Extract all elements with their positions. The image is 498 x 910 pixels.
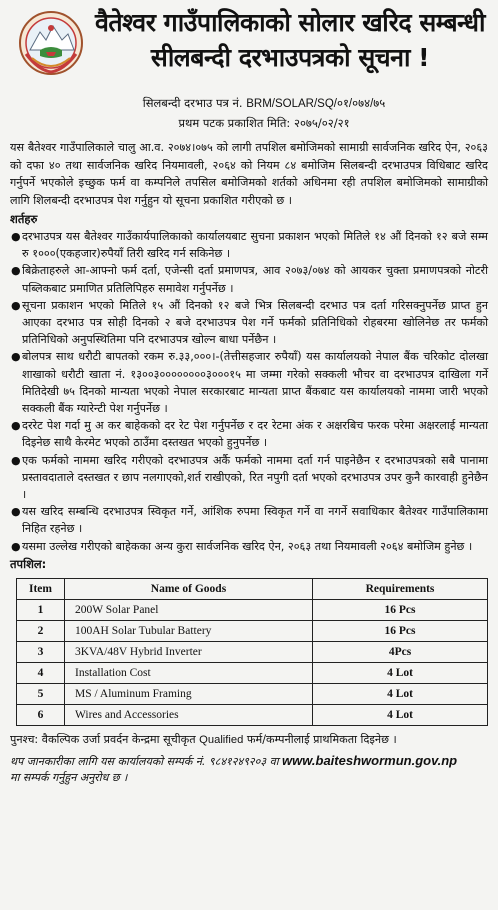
term-item: ● यस खरिद सम्बन्धि दरभाउपत्र स्विकृत गर्ने, आंशिक रुपमा स्विकृत गर्ने वा नगर्ने सवाधिकार बैतेश्वर गाउँपालिकामा निहित रहनेछ । xyxy=(11,505,488,536)
requirement: 16 Pcs xyxy=(313,620,488,641)
postscript-suffix: फर्म/कम्पनीलाई प्राथमिकता दिइनेछ । xyxy=(246,732,397,746)
bullet-icon: ● xyxy=(11,230,21,243)
published-date-line xyxy=(40,114,488,133)
requirement: 16 Pcs xyxy=(313,599,488,620)
column-header: Name of Goods xyxy=(65,578,313,599)
item-number: 6 xyxy=(17,704,65,725)
goods-name: 200W Solar Panel xyxy=(65,599,313,620)
title-line-1: वैतेश्वर गाउँपालिकाको सोलार खरिद सम्बन्धी xyxy=(95,8,485,37)
requirement: 4 Lot xyxy=(313,662,488,683)
contact-text-2: मा सम्पर्क गर्नुहुन अनुरोध छ । xyxy=(10,770,128,784)
title-line-2: सीलबन्दी दरभाउपत्रको सूचना ! xyxy=(150,43,430,72)
term-item: ● बोलपत्र साथ धरौटी बापतको रकम रु.३३,०००।-(तेत्तीसहजार रुपैयाँ) यस कार्यालयको नेपाल बैंक चरिकोट दोलखा शाखाको धरौटी खाता नं. १३००३००००००००३०००१५ मा जम्मा गरेको सक्कली भौचर वा दरभाउपत्र दाखिला गर्ने मितिदेखी ७५ दिनको मान्यता भएको नेपाल सरकारबाट मान्यता प्राप्त बैंकबाट यस कार्यालयको नाममा जारी भएको सक्कली बैंक ग्यारेन्टी पेश गर्नुपर्नेछ । xyxy=(11,350,488,416)
table-row xyxy=(17,704,488,725)
table-row xyxy=(17,599,488,620)
item-number: 2 xyxy=(17,620,65,641)
reference-label: सिलबन्दी दरभाउ पत्र नं. xyxy=(142,96,243,110)
column-header: Item xyxy=(17,578,65,599)
intro-paragraph: यस बैतेश्वर गाउँपालिकाले चालु आ.व. २०७४।०७५ को लागी तपशिल बमोजिमको सामाग्री सार्वजनिक खरिद ऐन, २०६३ को दफा ४० तथा सार्वजनिक खरिद नियमावली, २०६४ को नियम ८४ बमोजिम सिलबन्दी दरभाउपत्र विधिबाट खरिद गर्नुपर्ने भएकोले इच्छुक फर्म वा कम्पनिले तपसिल बमोजिमको शर्तको अधिनमा रही तपशिल बमोजिमको सामाग्रीको लागि शिलबन्दी दरभाउपत्र पेश गर्नुहुन यो सूचना प्रकाशित गरीएको छ । xyxy=(10,141,488,207)
bullet-icon: ● xyxy=(11,453,21,467)
term-item: ● यसमा उल्लेख गरीएको बाहेकका अन्य कुरा सार्वजनिक खरिद ऐन, २०६३ तथा नियमावली २०६४ बमोजिम हुनेछ । xyxy=(10,538,488,555)
item-number: 4 xyxy=(17,662,65,683)
notice-header xyxy=(10,4,488,94)
postscript-highlight: Qualified xyxy=(199,733,244,746)
nepal-emblem-icon xyxy=(18,10,84,76)
bullet-icon: ● xyxy=(11,264,21,278)
table-row xyxy=(17,683,488,704)
requirement: 4 Lot xyxy=(313,683,488,704)
item-number: 1 xyxy=(17,599,65,620)
contact-text: थप जानकारीका लागि यस कार्यालयको सम्पर्क नं. ९८४१२४९२०३ वा xyxy=(10,754,279,768)
term-item: ● एक फर्मको नाममा खरिद गरीएको दरभाउपत्र अर्कै फर्मको नाममा दर्ता गर्न पाइनेछैन र दरभाउपत्रको सबै पानामा प्रस्तावदाताले दस्तखत र छाप नलगाएको,शर्त राखीएको, रित नपुगी दर्ता भएको दरभाउपत्र उपर कुनै कारवाही हुनेछैन । xyxy=(11,453,488,502)
notice-title xyxy=(94,6,486,76)
postscript-prefix: पुनश्च: वैकल्पिक उर्जा प्रवर्दन केन्द्रमा सूचीकृत xyxy=(10,732,196,746)
published-label: प्रथम पटक प्रकाशित मिति: xyxy=(178,116,291,130)
table-row xyxy=(17,641,488,662)
bullet-icon: ● xyxy=(11,350,21,364)
goods-name: Wires and Accessories xyxy=(65,704,313,725)
requirement: 4 Lot xyxy=(313,704,488,725)
postscript xyxy=(10,731,488,749)
column-header: Requirements xyxy=(313,578,488,599)
terms-heading: शर्तहरु xyxy=(10,212,38,226)
bullet-icon: ● xyxy=(11,298,21,312)
requirement: 4Pcs xyxy=(313,641,488,662)
bullet-icon: ● xyxy=(11,419,21,433)
term-item: ● दरभाउपत्र यस बैतेश्वर गाउँकार्यपालिकाको कार्यालयबाट सुचना प्रकाशन भएको मितिले १४ औं दिनको १२ बजे सम्म रु १०००(एकहजार)रुपैयाँ तिरी खरिद गर्न सकिनेछ । xyxy=(11,230,488,261)
term-item: ● बिक्रेताहरुले आ-आफ्नो फर्म दर्ता, एजेन्सी दर्ता प्रमाणपत्र, आव २०७३/०७४ को आयकर चुक्ता प्रमाणपत्रको नोटरी पब्लिकबाट प्रमाणित प्रतिलिपिहरु समावेश गर्नुपर्नेछ । xyxy=(11,264,488,295)
goods-name: MS / Aluminum Framing xyxy=(65,683,313,704)
table-header-row xyxy=(17,578,488,599)
term-item: ● दररेट पेश गर्दा मु अ कर बाहेकको दर रेट पेश गर्नुपर्नेछ र दर रेटमा अंक र अक्षरबिच फरक परेमा अक्षरलाई मान्यता दिइनेछ साथै केरमेट भएको ठाउँमा दस्तखत भएको हुनुपर्नेछ । xyxy=(11,419,488,450)
website-link[interactable]: www.baiteshwormun.gov.np xyxy=(282,752,458,768)
bullet-icon: ● xyxy=(11,505,21,519)
published-date: २०७५/०२/२१ xyxy=(293,116,350,130)
table-row xyxy=(17,662,488,683)
item-number: 5 xyxy=(17,683,65,704)
reference-block xyxy=(40,94,488,133)
item-number: 3 xyxy=(17,641,65,662)
table-row xyxy=(17,620,488,641)
terms-list xyxy=(10,228,488,555)
goods-name: Installation Cost xyxy=(65,662,313,683)
goods-table xyxy=(16,578,488,726)
goods-name: 3KVA/48V Hybrid Inverter xyxy=(65,641,313,662)
contact-line xyxy=(10,753,488,786)
reference-number: BRM/SOLAR/SQ/०१/०७४/७५ xyxy=(246,98,386,110)
term-item: ● सूचना प्रकाशन भएको मितिले १५ औं दिनको १२ बजे भित्र सिलबन्दी दरभाउ पत्र दर्ता गरिसक्नुपर्नेछ प्राप्त हुन आएका दरभाउ पत्र सोही दिनको २ बजे दरभाउपत्र पेश गर्ने फर्मको प्रतिनिधिको रोहबरमा खोलिनेछ तर फर्मको प्रतिनिधिको अनुपस्थितिमा पनि दरभाउपत्र खोल्न बाधा पर्नेछैन । xyxy=(11,298,488,347)
goods-name: 100AH Solar Tubular Battery xyxy=(65,620,313,641)
reference-number-line xyxy=(40,94,488,114)
schedule-heading: तपशिल: xyxy=(10,556,47,571)
bullet-icon: ● xyxy=(11,539,21,553)
